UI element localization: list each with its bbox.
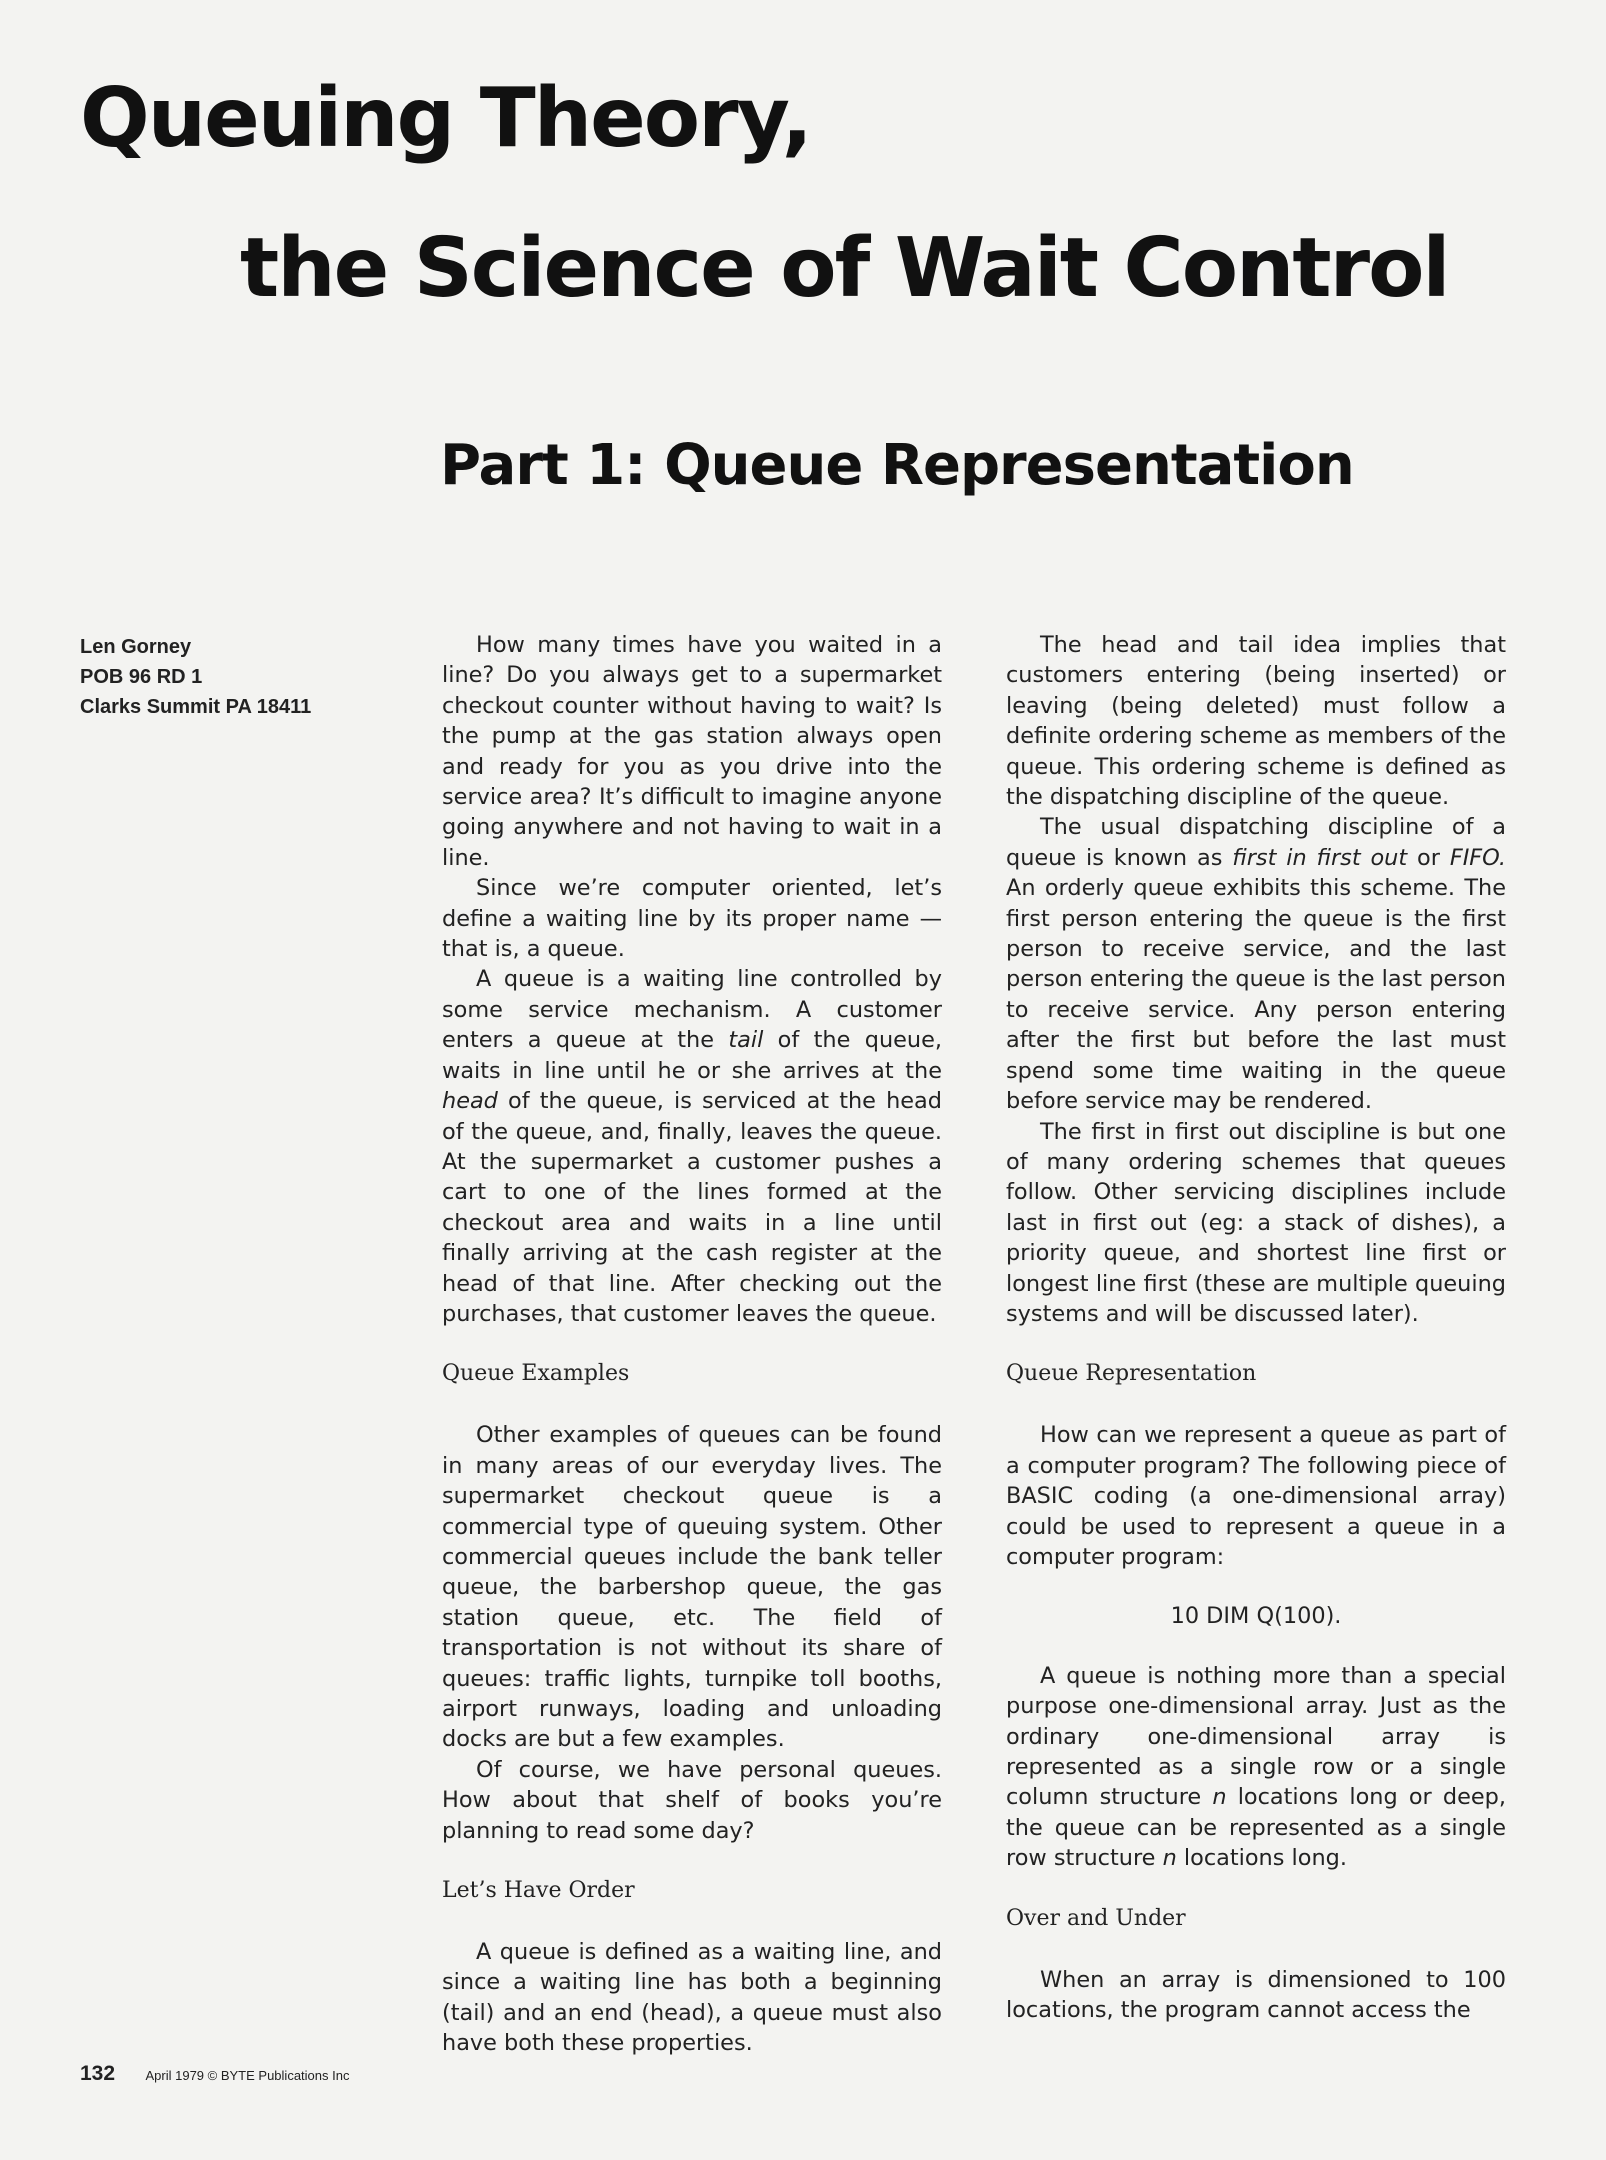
article-title-line-2: the Science of Wait Control	[240, 221, 1449, 316]
emphasis-fifo: FIFO.	[1449, 844, 1507, 871]
emphasis-tail: tail	[728, 1027, 764, 1054]
emphasis-n: n	[1212, 1784, 1227, 1811]
page-footer	[80, 2062, 349, 2086]
paragraph: When an array is dimensioned to 100 locations, the program cannot access the	[1006, 1966, 1506, 2024]
paragraph: A queue is a waiting line controlled by some service mechanism. A customer enters a queue at the tail of the queue, waits in line until he or she arrives at the head of the queue, is serviced at the head of the queue, and, finally, leaves the queue. At the supermarket a customer pushes a cart to one of the lines formed at the checkout area and waits in a line until finally arriving at the cash register at the head of that line. After checking out the purchases, that customer leaves the queue.	[442, 966, 942, 1327]
code-line: 10 DIM Q(100).	[1170, 1603, 1342, 1630]
page-number: 132	[80, 2062, 116, 2085]
section-heading-queue-representation: Queue Representation	[1006, 1361, 1257, 1387]
article-title-line-1: Queuing Theory,	[80, 71, 811, 166]
paragraph: The first in first out discipline is but one of many ordering schemes that queues follow. Other servicing disciplines include last in first out (eg: a stack of dishes), a priority queue, and shortest line first or longest line first (these are multiple queuing systems and will be discussed later).	[1006, 1118, 1506, 1327]
author-name: Len Gorney	[80, 636, 192, 658]
paragraph: The head and tail idea implies that customers entering (being inserted) or leaving (being deleted) must follow a definite ordering scheme as members of the queue. This ordering scheme is defined as the dispatching discipline of the queue.	[1006, 632, 1506, 811]
section-heading-queue-examples: Queue Examples	[442, 1361, 630, 1387]
section-heading-over-and-under: Over and Under	[1006, 1905, 1186, 1931]
paragraph: Other examples of queues can be found in many areas of our everyday lives. The supermarket checkout queue is a commercial type of queuing system. Other commercial queues include the bank teller queue, the barbershop queue, the gas station queue, etc. The field of transportation is not without its share of queues: traffic lights, turnpike toll booths, airport runways, loading and unloading docks are but a few examples.	[442, 1422, 942, 1753]
emphasis-n: n	[1162, 1845, 1177, 1872]
paragraph: A queue is defined as a waiting line, and since a waiting line has both a beginning (tail) and an end (head), a queue must also have both these properties.	[442, 1939, 942, 2057]
author-address-line-2: Clarks Summit PA 18411	[80, 696, 312, 718]
paragraph: Since we’re computer oriented, let’s define a waiting line by its proper name — that is, a queue.	[442, 875, 942, 963]
paragraph: A queue is nothing more than a special purpose one-dimensional array. Just as the ordinary one-dimensional array is represented as a single row or a single column structure n locations long or deep, the queue can be represented as a single row structure n locations long.	[1006, 1662, 1506, 1872]
publication-credit: April 1979 © BYTE Publications Inc	[145, 2068, 350, 2083]
author-address-line-1: POB 96 RD 1	[80, 666, 203, 688]
paragraph: How many times have you waited in a line? Do you always get to a supermarket checkout counter without having to wait? Is the pump at the gas station always open and ready for you as you drive into the service area? It’s difficult to imagine anyone going anywhere and not having to wait in a line.	[442, 632, 942, 871]
paragraph: The usual dispatching discipline of a queue is known as first in first out or FIFO. An orderly queue exhibits this scheme. The first person entering the queue is the first person to receive service, and the last person entering the queue is the last person to receive service. Any person entering after the first but before the last must spend some time waiting in the queue before service may be rendered.	[1006, 814, 1507, 1115]
paragraph: How can we represent a queue as part of a computer program? The following piece of BASIC coding (a one-dimensional array) could be used to represent a queue in a computer program:	[1006, 1422, 1506, 1570]
text-column-2	[1006, 630, 1506, 2025]
paragraph: Of course, we have personal queues. How about that shelf of books you’re planning to read some day?	[442, 1756, 942, 1844]
emphasis-head: head	[442, 1088, 498, 1115]
author-block	[80, 632, 311, 722]
section-heading-lets-have-order: Let’s Have Order	[442, 1878, 635, 1904]
text-column-1	[442, 630, 942, 2059]
emphasis-first-in-first-out: first in first out	[1232, 844, 1408, 871]
article-subtitle: Part 1: Queue Representation	[440, 433, 1354, 498]
